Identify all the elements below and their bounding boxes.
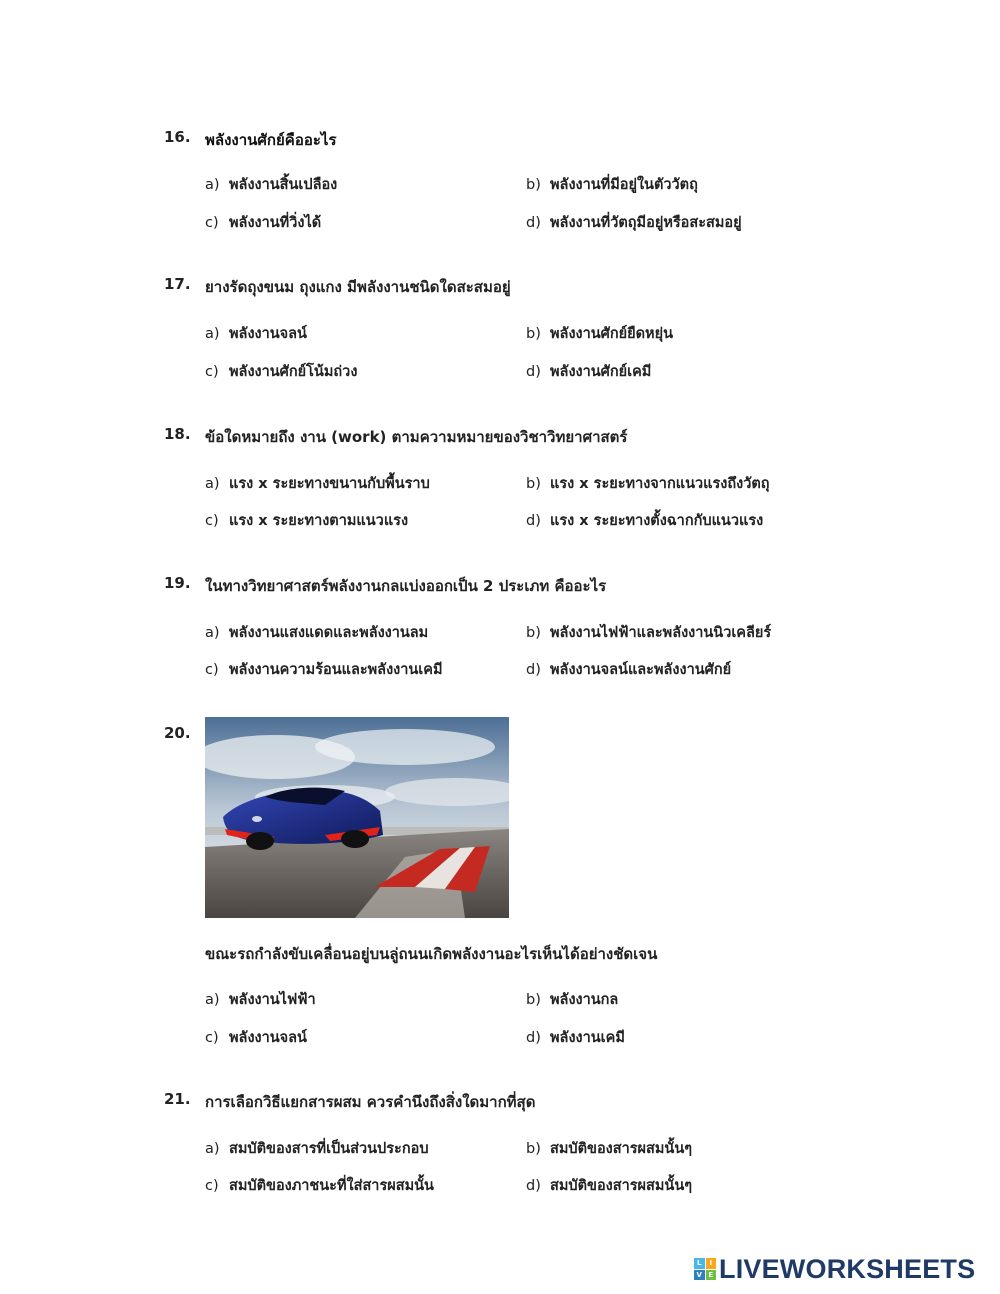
option-text: แรง x ระยะทางตามแนวแรง — [229, 513, 409, 529]
question-18-option-a[interactable] — [205, 472, 430, 495]
question-16-text: พลังงานศักย์คืออะไร — [205, 131, 337, 149]
question-16-option-d[interactable] — [526, 211, 742, 234]
option-text: แรง x ระยะทางตั้งฉากกับแนวแรง — [550, 513, 764, 529]
option-text: พลังงานที่วัตถุมีอยู่หรือสะสมอยู่ — [550, 215, 742, 231]
option-letter: c) — [205, 513, 219, 529]
option-letter: a) — [205, 625, 220, 641]
option-letter: b) — [526, 326, 541, 342]
question-17-text: ยางรัดถุงขนม ถุงแกง มีพลังงานชนิดใดสะสมอยู่ — [205, 278, 511, 296]
option-letter: a) — [205, 992, 220, 1008]
question-18-option-b[interactable] — [526, 472, 770, 495]
question-16-option-b[interactable] — [526, 173, 698, 196]
option-letter: b) — [526, 177, 541, 193]
logo-tile: E — [706, 1270, 717, 1281]
question-20-number: 20. — [164, 724, 191, 742]
question-18-number: 18. — [164, 425, 191, 443]
question-19-number: 19. — [164, 574, 191, 592]
question-21-option-c[interactable] — [205, 1174, 434, 1197]
question-21-option-d[interactable] — [526, 1174, 692, 1197]
question-18-option-c[interactable] — [205, 509, 408, 532]
question-21-option-a[interactable] — [205, 1137, 429, 1160]
question-21-text: การเลือกวิธีแยกสารผสม ควรคำนึงถึงสิ่งใดมากที่สุด — [205, 1093, 536, 1111]
option-letter: a) — [205, 1141, 220, 1157]
liveworksheets-logo[interactable] — [694, 1255, 975, 1283]
question-20-option-b[interactable] — [526, 988, 618, 1011]
question-20-text: ขณะรถกำลังขับเคลื่อนอยู่บนลู่ถนนเกิดพลังงานอะไรเห็นได้อย่างชัดเจน — [205, 945, 658, 963]
option-letter: b) — [526, 992, 541, 1008]
question-17-number: 17. — [164, 275, 191, 293]
question-21-number: 21. — [164, 1090, 191, 1108]
question-16-number: 16. — [164, 128, 191, 146]
option-letter: a) — [205, 326, 220, 342]
option-letter: b) — [526, 476, 541, 492]
option-letter: d) — [526, 364, 541, 380]
question-19-option-b[interactable] — [526, 621, 771, 644]
option-letter: c) — [205, 215, 219, 231]
option-letter: d) — [526, 215, 541, 231]
option-letter: d) — [526, 513, 541, 529]
option-letter: a) — [205, 476, 220, 492]
question-16-option-c[interactable] — [205, 211, 321, 234]
question-21-option-b[interactable] — [526, 1137, 692, 1160]
option-text: พลังงานสิ้นเปลือง — [229, 177, 338, 193]
option-text: สมบัติของสารที่เป็นส่วนประกอบ — [229, 1141, 429, 1157]
question-20-option-a[interactable] — [205, 988, 316, 1011]
question-16-option-a[interactable] — [205, 173, 337, 196]
option-text: สมบัติของภาชนะที่ใส่สารผสมนั้น — [229, 1178, 434, 1194]
option-letter: b) — [526, 625, 541, 641]
option-text: แรง x ระยะทางจากแนวแรงถึงวัตถุ — [550, 476, 770, 492]
option-letter: c) — [205, 1030, 219, 1046]
option-text: พลังงานกล — [550, 992, 619, 1008]
question-19-option-c[interactable] — [205, 658, 443, 681]
question-18-text: ข้อใดหมายถึง งาน (work) ตามความหมายของวิชาวิทยาศาสตร์ — [205, 428, 628, 446]
option-text: พลังงานความร้อนและพลังงานเคมี — [229, 662, 443, 678]
sports-car-illustration — [205, 717, 509, 918]
option-text: พลังงานจลน์ — [229, 326, 307, 342]
option-text: พลังงานที่มีอยู่ในตัววัตถุ — [550, 177, 698, 193]
option-text: แรง x ระยะทางขนานกับพื้นราบ — [229, 476, 430, 492]
question-17-option-d[interactable] — [526, 360, 651, 383]
question-19-option-a[interactable] — [205, 621, 428, 644]
question-17-option-a[interactable] — [205, 322, 307, 345]
question-19-option-d[interactable] — [526, 658, 731, 681]
option-text: พลังงานไฟฟ้า — [229, 992, 316, 1008]
option-letter: a) — [205, 177, 220, 193]
question-17-option-b[interactable] — [526, 322, 673, 345]
liveworksheets-logo-icon — [694, 1258, 716, 1280]
option-text: พลังงานศักย์โน้มถ่วง — [229, 364, 358, 380]
option-text: พลังงานที่วิ่งได้ — [229, 215, 322, 231]
sports-car-photo — [205, 717, 509, 918]
option-text: สมบัติของสารผสมนั้นๆ — [550, 1141, 693, 1157]
option-letter: d) — [526, 1178, 541, 1194]
option-letter: d) — [526, 662, 541, 678]
option-text: พลังงานเคมี — [550, 1030, 625, 1046]
option-letter: c) — [205, 1178, 219, 1194]
question-20-option-d[interactable] — [526, 1026, 625, 1049]
option-text: พลังงานไฟฟ้าและพลังงานนิวเคลียร์ — [550, 625, 772, 641]
option-text: สมบัติของสารผสมนั้นๆ — [550, 1178, 693, 1194]
option-text: พลังงานศักย์ยืดหยุ่น — [550, 326, 674, 342]
liveworksheets-wordmark: LIVEWORKSHEETS — [719, 1253, 976, 1284]
logo-tile: L — [694, 1258, 705, 1269]
question-19-text: ในทางวิทยาศาสตร์พลังงานกลแบ่งออกเป็น 2 ประเภท คืออะไร — [205, 577, 607, 595]
question-20-option-c[interactable] — [205, 1026, 307, 1049]
option-text: พลังงานจลน์ — [229, 1030, 307, 1046]
option-letter: b) — [526, 1141, 541, 1157]
option-letter: c) — [205, 662, 219, 678]
option-letter: d) — [526, 1030, 541, 1046]
question-17-option-c[interactable] — [205, 360, 357, 383]
option-text: พลังงานศักย์เคมี — [550, 364, 652, 380]
logo-tile: I — [706, 1258, 717, 1269]
question-18-option-d[interactable] — [526, 509, 763, 532]
logo-tile: V — [694, 1270, 705, 1281]
option-text: พลังงานแสงแดดและพลังงานลม — [229, 625, 429, 641]
option-text: พลังงานจลน์และพลังงานศักย์ — [550, 662, 732, 678]
option-letter: c) — [205, 364, 219, 380]
